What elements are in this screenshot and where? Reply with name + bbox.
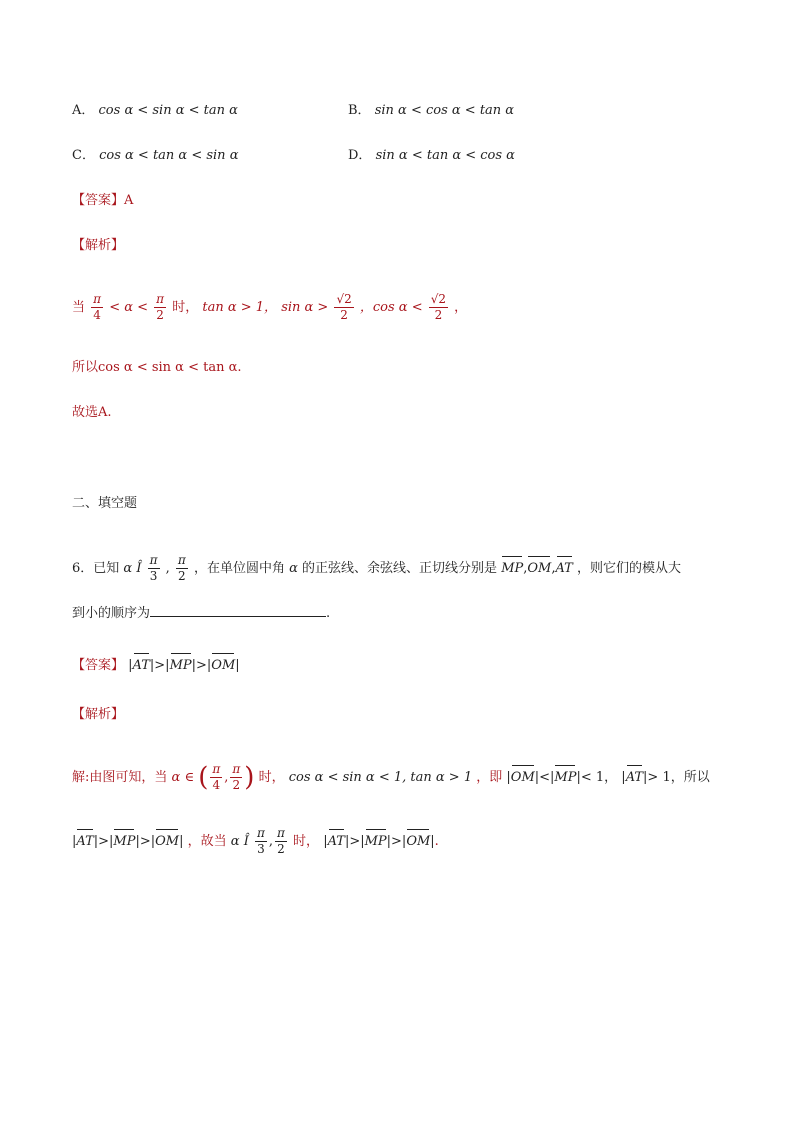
gt-one: |> 1，所以 (643, 770, 710, 785)
vector-om: OM (527, 555, 551, 579)
section-title: 二、填空题 (72, 496, 138, 511)
sol-shi-2: 时， (293, 834, 320, 849)
q6-solution-line1 (72, 762, 710, 793)
fraction-pi-over-4 (210, 762, 222, 793)
frac-den: 2 (434, 308, 443, 322)
q5-when: 当 (72, 300, 86, 315)
gt-sep: |>| (191, 658, 212, 673)
vector-om: OM (406, 828, 430, 852)
frac-num: π (149, 553, 158, 567)
q6-analysis-label: 【解析】 (72, 707, 125, 722)
q6-alpha: α (289, 561, 298, 576)
vector-mp: MP (170, 652, 192, 676)
q5-shi: 时， (172, 300, 199, 315)
choice-d-label: D． (348, 148, 372, 163)
choice-c-label: C． (72, 148, 95, 163)
vector-mp: MP (365, 828, 387, 852)
choice-d-text: sin α < tan α < cos α (375, 148, 515, 163)
sol-order-2: |AT|>|MP|>|OM| (323, 834, 434, 849)
interval-right (176, 553, 188, 584)
sol-prefix: 解:由图可知，当 (72, 770, 168, 785)
frac-num: π (212, 762, 221, 776)
sol-alpha-in-2: α Î (230, 834, 249, 849)
frac-den: 3 (149, 569, 158, 583)
lt-one: |< 1， (576, 770, 618, 785)
q6-text-lines: 的正弦线、余弦线、正切线分别是 (302, 561, 498, 576)
choice-d (348, 146, 515, 166)
frac-num: √2 (430, 292, 447, 306)
sep: , (224, 770, 229, 785)
paren-left: ( (198, 762, 209, 793)
choice-a-text: cos α < sin α < tan α (98, 103, 238, 118)
vector-at: AT (328, 828, 345, 852)
interval-sep: , (165, 561, 170, 576)
vector-om: OM (511, 764, 535, 788)
vector-mp: MP (554, 764, 576, 788)
frac-den: 2 (277, 842, 285, 856)
q6-answer (72, 652, 240, 676)
frac-den: 2 (178, 569, 186, 583)
interval-left (148, 553, 160, 584)
fraction-pi-over-2 (230, 762, 242, 793)
sol-mid: ，故当 (187, 834, 227, 849)
vector-at: AT (133, 652, 150, 676)
choice-a (72, 101, 238, 121)
fraction-sqrt2-over-2 (429, 292, 448, 323)
sol-at: |AT|> 1，所以 (621, 770, 709, 785)
gt-sep: |>| (135, 834, 156, 849)
q5-tan-gt1: tan α > 1， (202, 300, 278, 315)
frac-num: π (256, 826, 265, 840)
frac-num: π (156, 292, 165, 306)
frac-den: 2 (340, 308, 348, 322)
gt-sep: |>| (386, 834, 407, 849)
q5-range: < α < (109, 300, 149, 315)
q6-line2-end: . (326, 606, 331, 621)
choice-b (348, 101, 514, 121)
frac-num: π (277, 826, 285, 840)
choice-c (72, 146, 238, 166)
choice-c-text: cos α < tan α < sin α (99, 148, 239, 163)
vector-at: AT (556, 555, 573, 579)
q5-analysis-line2: 所以cos α < sin α < tan α. (72, 360, 242, 375)
sol-ineq: cos α < sin α < 1, tan α > 1 (288, 770, 473, 785)
vector-at: AT (626, 764, 643, 788)
choice-a-label: A． (72, 103, 95, 118)
q6-line2-prefix: 到小的顺序为 (72, 606, 151, 621)
q6-text-mid: ，在单位圆中角 (193, 561, 285, 576)
interval-right (275, 826, 287, 857)
q6-answer-expr: |AT|>|MP|>|OM| (128, 658, 239, 673)
q5-analysis-label: 【解析】 (72, 238, 125, 253)
q5-answer: 【答案】A (72, 193, 134, 208)
gt-sep: |>| (344, 834, 365, 849)
vector-at: AT (76, 828, 93, 852)
q6-answer-label: 【答案】 (72, 658, 125, 673)
sol-om-mp: |OM|<|MP|< 1， (506, 770, 617, 785)
lt-sep: |<| (534, 770, 555, 785)
q6-line2 (72, 602, 330, 624)
fraction-pi-over-2 (154, 292, 166, 323)
vector-mp: MP (113, 828, 135, 852)
q5-cos-lt: ，cos α < (359, 300, 423, 315)
sol-alpha-in: α ∈ (171, 770, 195, 785)
vector-om: OM (211, 652, 235, 676)
gt-sep: |>| (93, 834, 114, 849)
frac-den: 2 (156, 308, 164, 322)
q5-comma: ， (454, 300, 468, 315)
frac-num: π (177, 553, 186, 567)
q6-text-end: ，则它们的模从大 (577, 561, 682, 576)
frac-den: 3 (257, 842, 265, 856)
q6-number: 6．已知 (72, 561, 120, 576)
choice-b-label: B． (348, 103, 371, 118)
q6-line1: 6．已知 α Î $\frac{\pi}{3}$ , $\frac{\pi}{2}$ ，在单位圆中角 α 的正弦线、余弦线、正切线分别是 MP,OM,AT ，则它们的模从大 (72, 553, 682, 583)
answer-blank[interactable] (150, 602, 326, 617)
q6-alpha-in: α Î (123, 561, 142, 576)
fraction-sqrt2-over-2 (334, 292, 353, 323)
q6-solution-line2 (72, 826, 439, 857)
vector-mp: MP (501, 555, 523, 579)
choice-b-text: sin α < cos α < tan α (374, 103, 515, 118)
frac-num: π (232, 762, 241, 776)
frac-den: 2 (232, 778, 241, 792)
fraction-pi-over-4 (91, 292, 103, 323)
frac-num: √2 (336, 292, 352, 306)
frac-num: π (93, 292, 102, 306)
q5-analysis-line1 (72, 292, 467, 323)
interval-left (255, 826, 267, 857)
frac-den: 4 (212, 778, 221, 792)
gt-sep: |>| (149, 658, 170, 673)
q5-sin-gt: sin α > (281, 300, 329, 315)
sep: , (268, 834, 273, 849)
frac-den: 4 (93, 308, 101, 322)
vector-om: OM (155, 828, 179, 852)
sol-shi: 时， (258, 770, 285, 785)
sol-ji: ，即 (476, 770, 503, 785)
paren-right: ) (244, 762, 255, 793)
sol-order: |AT|>|MP|>|OM| (72, 834, 183, 849)
q5-analysis-line3: 故选A. (72, 405, 112, 420)
sol-period: . (434, 834, 439, 849)
